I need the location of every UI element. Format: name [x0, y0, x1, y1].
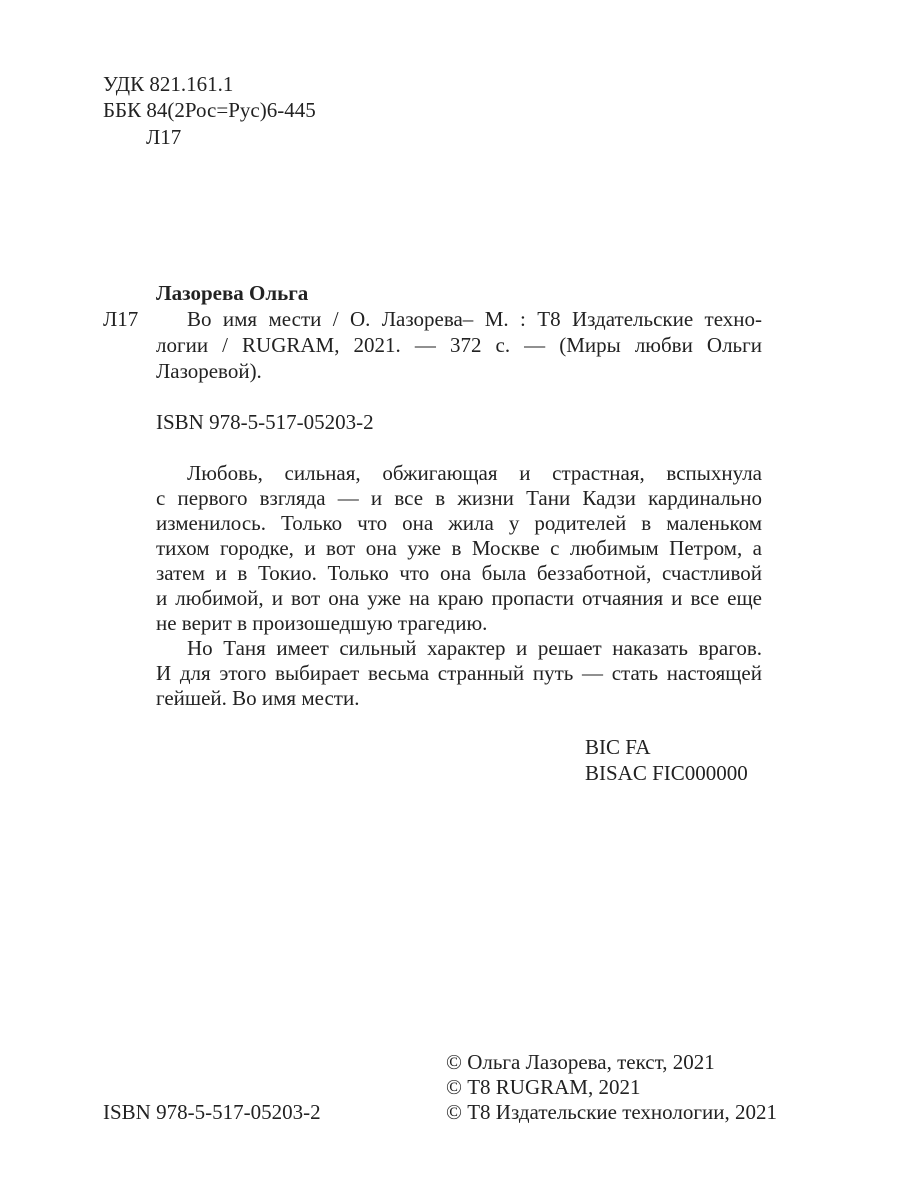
udk-code: УДК 821.161.1	[103, 72, 234, 96]
copyright-author: © Ольга Лазорева, текст, 2021	[446, 1050, 715, 1074]
bbk-code: ББК 84(2Рос=Рус)6-445	[103, 98, 316, 122]
record-mark: Л17	[103, 307, 139, 331]
copyright-publisher: © Т8 Издательские технологии, 2021	[446, 1100, 777, 1124]
annotation-p1-line-4: тихом городке, и вот она уже в Москве с любимым Петром, а	[156, 536, 762, 560]
copyright-rugram: © Т8 RUGRAM, 2021	[446, 1075, 641, 1099]
footer-isbn: ISBN 978-5-517-05203-2	[103, 1100, 321, 1124]
annotation-p1-line-7: не верит в произошедшую трагедию.	[156, 611, 488, 635]
annotation-p2-line-3: гейшей. Во имя мести.	[156, 686, 360, 710]
annotation-p1-line-3: изменилось. Только что она жила у родителей в маленьком	[156, 511, 762, 535]
record-author: Лазорева Ольга	[156, 281, 309, 305]
annotation-p1-line-1: Любовь, сильная, обжигающая и страстная, вспыхнула	[187, 461, 762, 485]
annotation-p2-line-1: Но Таня имеет сильный характер и решает наказать врагов.	[187, 636, 762, 660]
annotation-p1-line-6: и любимой, и вот она уже на краю пропасти отчаяния и все еще	[156, 586, 762, 610]
bic-code: BIC FA	[585, 735, 651, 759]
bisac-code: BISAC FIC000000	[585, 761, 748, 785]
annotation-p2-line-2: И для этого выбирает весьма странный путь — стать настоящей	[156, 661, 762, 685]
author-mark-top: Л17	[146, 125, 182, 149]
record-description-line-2: логии / RUGRAM, 2021. — 372 с. — (Миры любви Ольги	[156, 333, 762, 357]
annotation-p1-line-2: с первого взгляда — и все в жизни Тани Кадзи кардинально	[156, 486, 762, 510]
record-isbn: ISBN 978-5-517-05203-2	[156, 410, 374, 434]
annotation-p1-line-5: затем и в Токио. Только что она была беззаботной, счастливой	[156, 561, 762, 585]
record-description-line-3: Лазоревой).	[156, 359, 262, 383]
record-description-line-1: Во имя мести / О. Лазорева– М. : Т8 Издательские техно-	[187, 307, 762, 331]
